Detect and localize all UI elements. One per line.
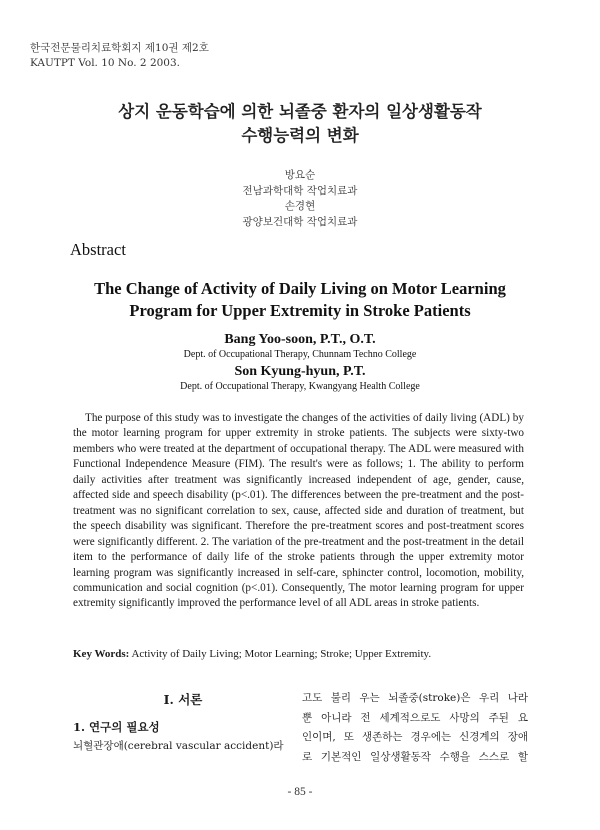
- abstract-body: [73, 411, 524, 612]
- english-title: [0, 278, 600, 322]
- body-text-line: 로 기본적인 일상생활동작 수행을 스스로 할: [302, 750, 528, 763]
- english-title-line-1: The Change of Activity of Daily Living on Motor Learning: [94, 279, 506, 298]
- english-authors: [0, 331, 600, 395]
- keywords: [73, 648, 533, 660]
- english-author-2-name: Son Kyung-hyun, P.T.: [234, 364, 366, 379]
- body-text-line: 인이며, 또 생존하는 경우에는 신경계의 장애: [302, 731, 528, 743]
- body-left-column: [73, 689, 293, 754]
- journal-header: [30, 41, 209, 71]
- korean-title-line-2: 수행능력의 변화: [241, 126, 359, 145]
- korean-authors: [0, 168, 600, 230]
- abstract-paragraph: The purpose of this study was to investigate the changes of the activities of daily living (ADL) by the motor learning program for upper extremity in stroke patients. The subjects were sixty-two members who were treated at the department of occupational therapy. The ADL were measured with Functional Independence Measure (FIM). The result's were as follows; 1. The ability to perform daily activities after treatment was significantly increased independent of age, gender, cause, affected side and speech disability (p<.01). The differences between the pre-treatment and the post-treatment was no significant correlation to sex, cause, affected side and duration of treatment, but the speech disability was significant. Therefore the pre-treatment scores and post-treatment scores were significantly different. 2. The variation of the pre-treatment and the post-treatment in the detail item to the performance of daily life of the stroke patients through the upper extremity motor learning program was significantly increased in self-care, sphincter control, locomotion, mobility, communication and social cognition (p<.01). Consequently, The motor learning program for upper extremity significantly improved the performance level of all ADL areas in stroke patients.: [73, 412, 524, 610]
- korean-title-line-1: 상지 운동학습에 의한 뇌졸중 환자의 일상생활동작: [118, 102, 482, 121]
- korean-affiliation-2: 광양보건대학 작업치료과: [242, 215, 358, 228]
- keywords-text: Activity of Daily Living; Motor Learning; Stroke; Upper Extremity.: [131, 648, 432, 660]
- body-text-line: 뇌혈관장애(cerebral vascular accident)라: [73, 740, 284, 752]
- english-title-line-2: Program for Upper Extremity in Stroke Patients: [129, 301, 471, 320]
- english-author-1-affiliation: Dept. of Occupational Therapy, Chunnam Techno College: [183, 349, 417, 360]
- journal-volume-info: KAUTPT Vol. 10 No. 2 2003.: [30, 57, 181, 69]
- korean-title: [0, 100, 600, 148]
- body-right-column: [302, 689, 528, 767]
- abstract-heading: Abstract: [70, 240, 126, 259]
- korean-author-1: 방요순: [284, 169, 316, 181]
- korean-affiliation-1: 전남과학대학 작업치료과: [242, 184, 358, 197]
- korean-author-2: 손경현: [284, 200, 316, 212]
- english-author-1-name: Bang Yoo-soon, P.T., O.T.: [224, 332, 376, 347]
- section-heading: Ⅰ. 서론: [163, 692, 203, 707]
- body-text-line: 고도 불리 우는 뇌졸중(stroke)은 우리 나라: [302, 692, 528, 704]
- english-author-2-affiliation: Dept. of Occupational Therapy, Kwangyang Health College: [180, 381, 420, 392]
- body-text-line: 뿐 아니라 전 세계적으로도 사망의 주된 요: [302, 711, 528, 724]
- page-number: - 85 -: [287, 786, 313, 798]
- subsection-heading: 1. 연구의 필요성: [73, 720, 160, 734]
- keywords-label: Key Words:: [73, 648, 130, 660]
- journal-name-korean: 한국전문물리치료학회지 제10권 제2호: [30, 42, 209, 54]
